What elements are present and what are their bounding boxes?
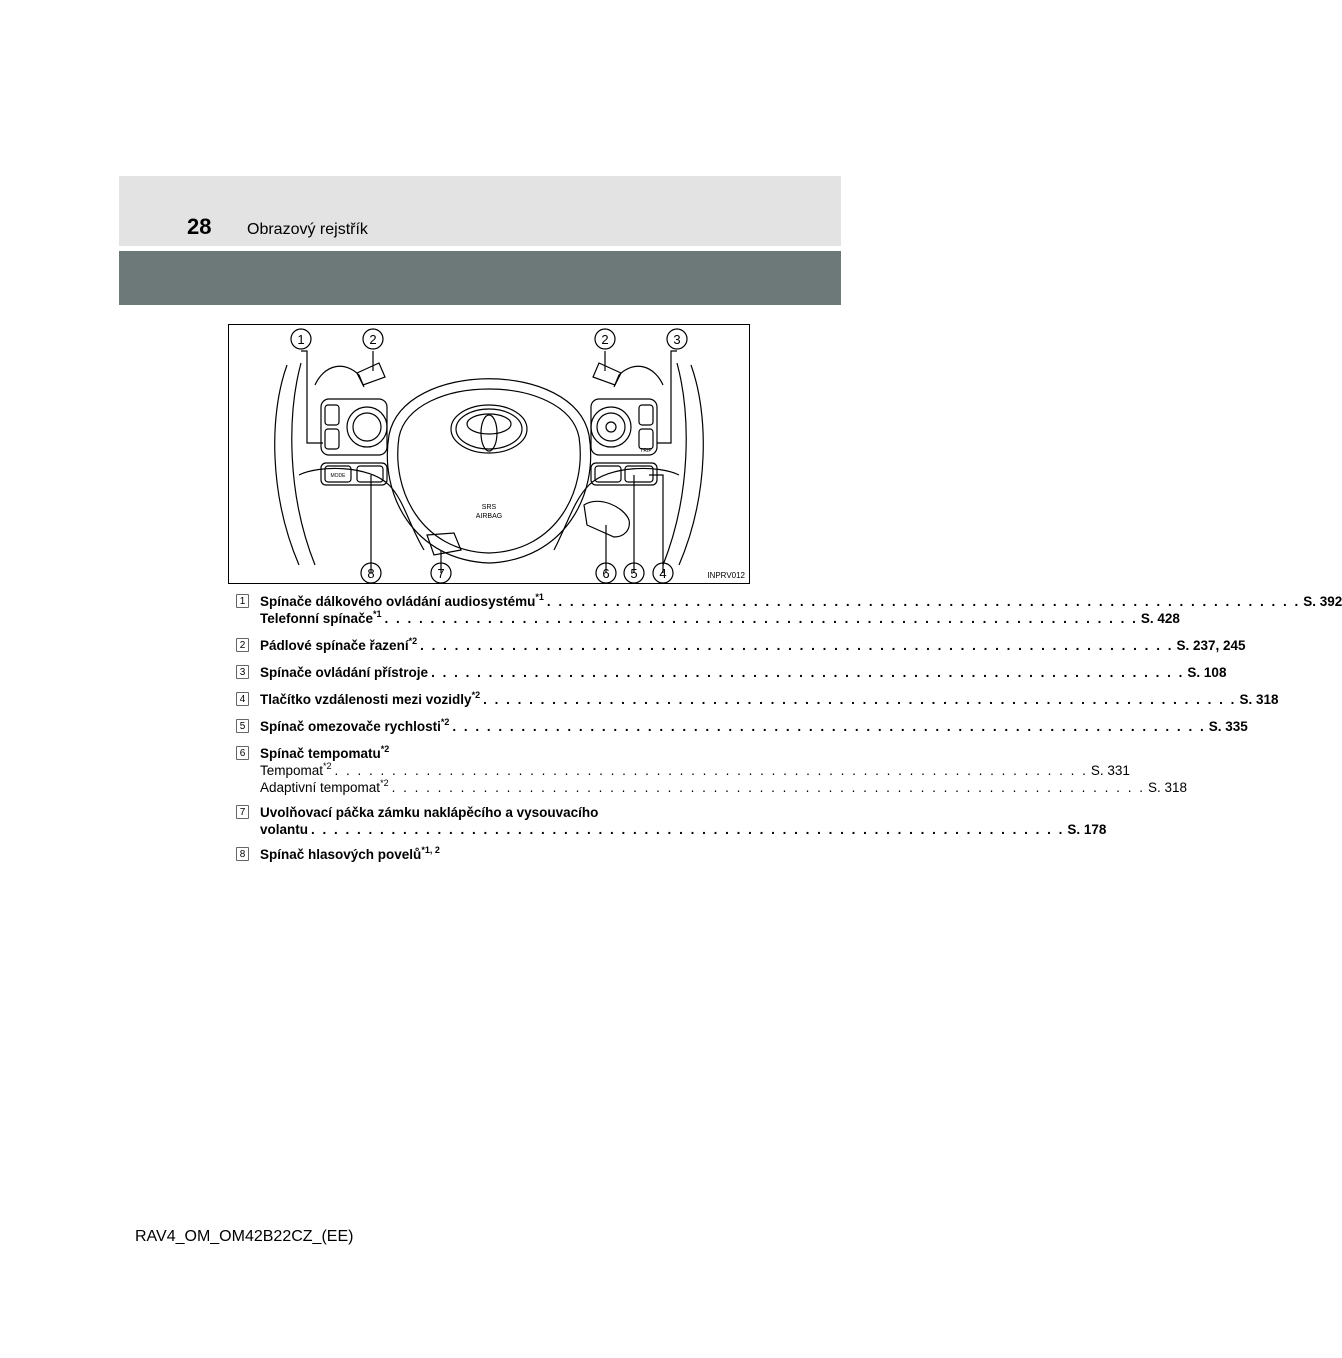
index-entry <box>236 636 1246 654</box>
steering-wheel-illustration <box>229 325 749 583</box>
entry-text <box>260 664 428 681</box>
entry-line <box>260 761 1130 779</box>
entry-label: Adaptivní tempomat <box>260 780 381 795</box>
page-reference: S. 318 <box>1147 780 1187 795</box>
dot-leader: . . . . . . . . . . . . . . . . . . . . . . . . . . . . . . . . . . . . . . . . . . . . . . . . . . . . . . . . . . . . . . . . . . <box>384 611 1138 626</box>
entry-line <box>260 592 1342 610</box>
callout-1: 1 <box>297 332 305 347</box>
header-dark-band <box>119 251 841 305</box>
callout-2-right: 2 <box>601 332 609 347</box>
entry-label: Tlačítko vzdálenosti mezi vozidly <box>260 692 472 707</box>
callout-8: 8 <box>367 566 375 581</box>
footnote-marker: *2 <box>380 744 390 754</box>
entry-number-badge: 4 <box>236 692 249 706</box>
index-entries <box>236 592 1342 863</box>
entry-title <box>260 846 722 863</box>
callout-4: 4 <box>659 566 667 581</box>
page-reference: S. 335 <box>1208 719 1248 734</box>
entry-label: Spínač omezovače rychlosti <box>260 719 441 734</box>
dot-leader: . . . . . . . . . . . . . . . . . . . . . . . . . . . . . . . . . . . . . . . . . . . . . . . . . . . . . . . . . . . . . . . . . . <box>546 594 1301 609</box>
entry-text <box>260 593 544 610</box>
entry-label: volantu <box>260 822 309 837</box>
index-entry <box>236 717 1248 735</box>
figure-code: INPRV012 <box>707 571 745 580</box>
dot-leader: . . . . . . . . . . . . . . . . . . . . . . . . . . . . . . . . . . . . . . . . . . . . . . . . . . . . . . . . . . . . . . . . . . <box>431 665 1185 680</box>
entry-text <box>260 718 449 735</box>
index-entry <box>236 846 722 863</box>
footnote-marker: *2 <box>440 717 450 727</box>
entry-label: Spínače ovládání přístroje <box>260 665 429 680</box>
entry-line <box>260 664 1227 681</box>
entry-text <box>260 762 332 779</box>
steering-wheel-figure <box>228 324 750 584</box>
callout-7: 7 <box>437 566 445 581</box>
dot-leader: . . . . . . . . . . . . . . . . . . . . . . . . . . . . . . . . . . . . . . . . . . . . . . . . . . . . . . . . . . . . . . . . . . <box>483 692 1237 707</box>
callout-3: 3 <box>673 332 681 347</box>
entry-number-badge: 1 <box>236 594 249 608</box>
entry-text <box>260 779 389 796</box>
entry-line <box>260 821 1107 838</box>
page-reference: S. 392 <box>1303 594 1342 609</box>
entry-label: Spínače dálkového ovládání audiosystému <box>260 594 536 609</box>
entry-title-text: Uvolňovací páčka zámku naklápěcího a vysouvacího <box>260 805 599 820</box>
entry-number-badge: 3 <box>236 665 249 679</box>
page-number: 28 <box>187 214 212 239</box>
entry-text <box>260 637 417 654</box>
entry-title <box>260 804 722 821</box>
trip-label: TRIP <box>640 448 652 454</box>
footnote-marker: *1 <box>373 609 382 619</box>
entry-title-text: Spínač hlasových povelů <box>260 847 422 862</box>
entry-number-badge: 6 <box>236 746 249 760</box>
page-reference: S. 428 <box>1140 611 1180 626</box>
mode-label: MODE <box>330 473 346 479</box>
dot-leader: . . . . . . . . . . . . . . . . . . . . . . . . . . . . . . . . . . . . . . . . . . . . . . . . . . . . . . . . . . . . . . . . . . <box>311 822 1065 837</box>
entry-text <box>260 610 382 627</box>
entry-line <box>260 717 1248 735</box>
footnote-marker: *1, 2 <box>421 845 440 855</box>
footnote-marker: *2 <box>408 636 418 646</box>
page-reference: S. 108 <box>1187 665 1227 680</box>
footnote-marker: *1 <box>535 592 544 602</box>
entry-text <box>260 821 308 838</box>
dot-leader: . . . . . . . . . . . . . . . . . . . . . . . . . . . . . . . . . . . . . . . . . . . . . . . . . . . . . . . . . . . . . . . . . . <box>452 719 1206 734</box>
entry-label: Pádlové spínače řazení <box>260 638 409 653</box>
entry-text <box>260 691 480 708</box>
footnote-marker: *2 <box>471 690 481 700</box>
entry-line <box>260 609 1180 627</box>
entry-line <box>260 690 1279 708</box>
section-title: Obrazový rejstřík <box>247 221 368 238</box>
page-reference: S. 178 <box>1067 822 1107 837</box>
entry-number-badge: 8 <box>236 847 249 861</box>
entry-number-badge: 2 <box>236 638 249 652</box>
entry-line <box>260 636 1246 654</box>
dot-leader: . . . . . . . . . . . . . . . . . . . . . . . . . . . . . . . . . . . . . . . . . . . . . . . . . . . . . . . . . . . . . . . . . . <box>420 638 1174 653</box>
index-entry <box>236 804 1107 838</box>
header-band <box>119 176 841 246</box>
index-entry <box>236 690 1279 708</box>
entry-label: Tempomat <box>260 763 324 778</box>
dot-leader: . . . . . . . . . . . . . . . . . . . . . . . . . . . . . . . . . . . . . . . . . . . . . . . . . . . . . . . . . . . . . . . . . . <box>334 763 1088 778</box>
entry-number-badge: 5 <box>236 719 249 733</box>
entry-label: Telefonní spínače <box>260 611 374 626</box>
entry-title <box>260 745 722 762</box>
entry-title-text: Spínač tempomatu <box>260 746 381 761</box>
footnote-marker: *2 <box>323 761 332 771</box>
entry-line <box>260 778 1187 796</box>
index-entry <box>236 664 1227 681</box>
page-reference: S. 237, 245 <box>1176 638 1246 653</box>
callout-5: 5 <box>630 566 638 581</box>
callout-6: 6 <box>602 566 610 581</box>
srs-label: SRS <box>481 504 497 511</box>
index-entry <box>236 744 1187 796</box>
index-entry <box>236 592 1342 627</box>
footer-document-code: RAV4_OM_OM42B22CZ_(EE) <box>135 1228 354 1245</box>
page-reference: S. 318 <box>1239 692 1279 707</box>
footnote-marker: *2 <box>380 778 389 788</box>
callout-2-left: 2 <box>369 332 377 347</box>
page-reference: S. 331 <box>1090 763 1130 778</box>
entry-number-badge: 7 <box>236 805 249 819</box>
dot-leader: . . . . . . . . . . . . . . . . . . . . . . . . . . . . . . . . . . . . . . . . . . . . . . . . . . . . . . . . . . . . . . . . . . <box>391 780 1145 795</box>
airbag-label: AIRBAG <box>475 513 503 520</box>
